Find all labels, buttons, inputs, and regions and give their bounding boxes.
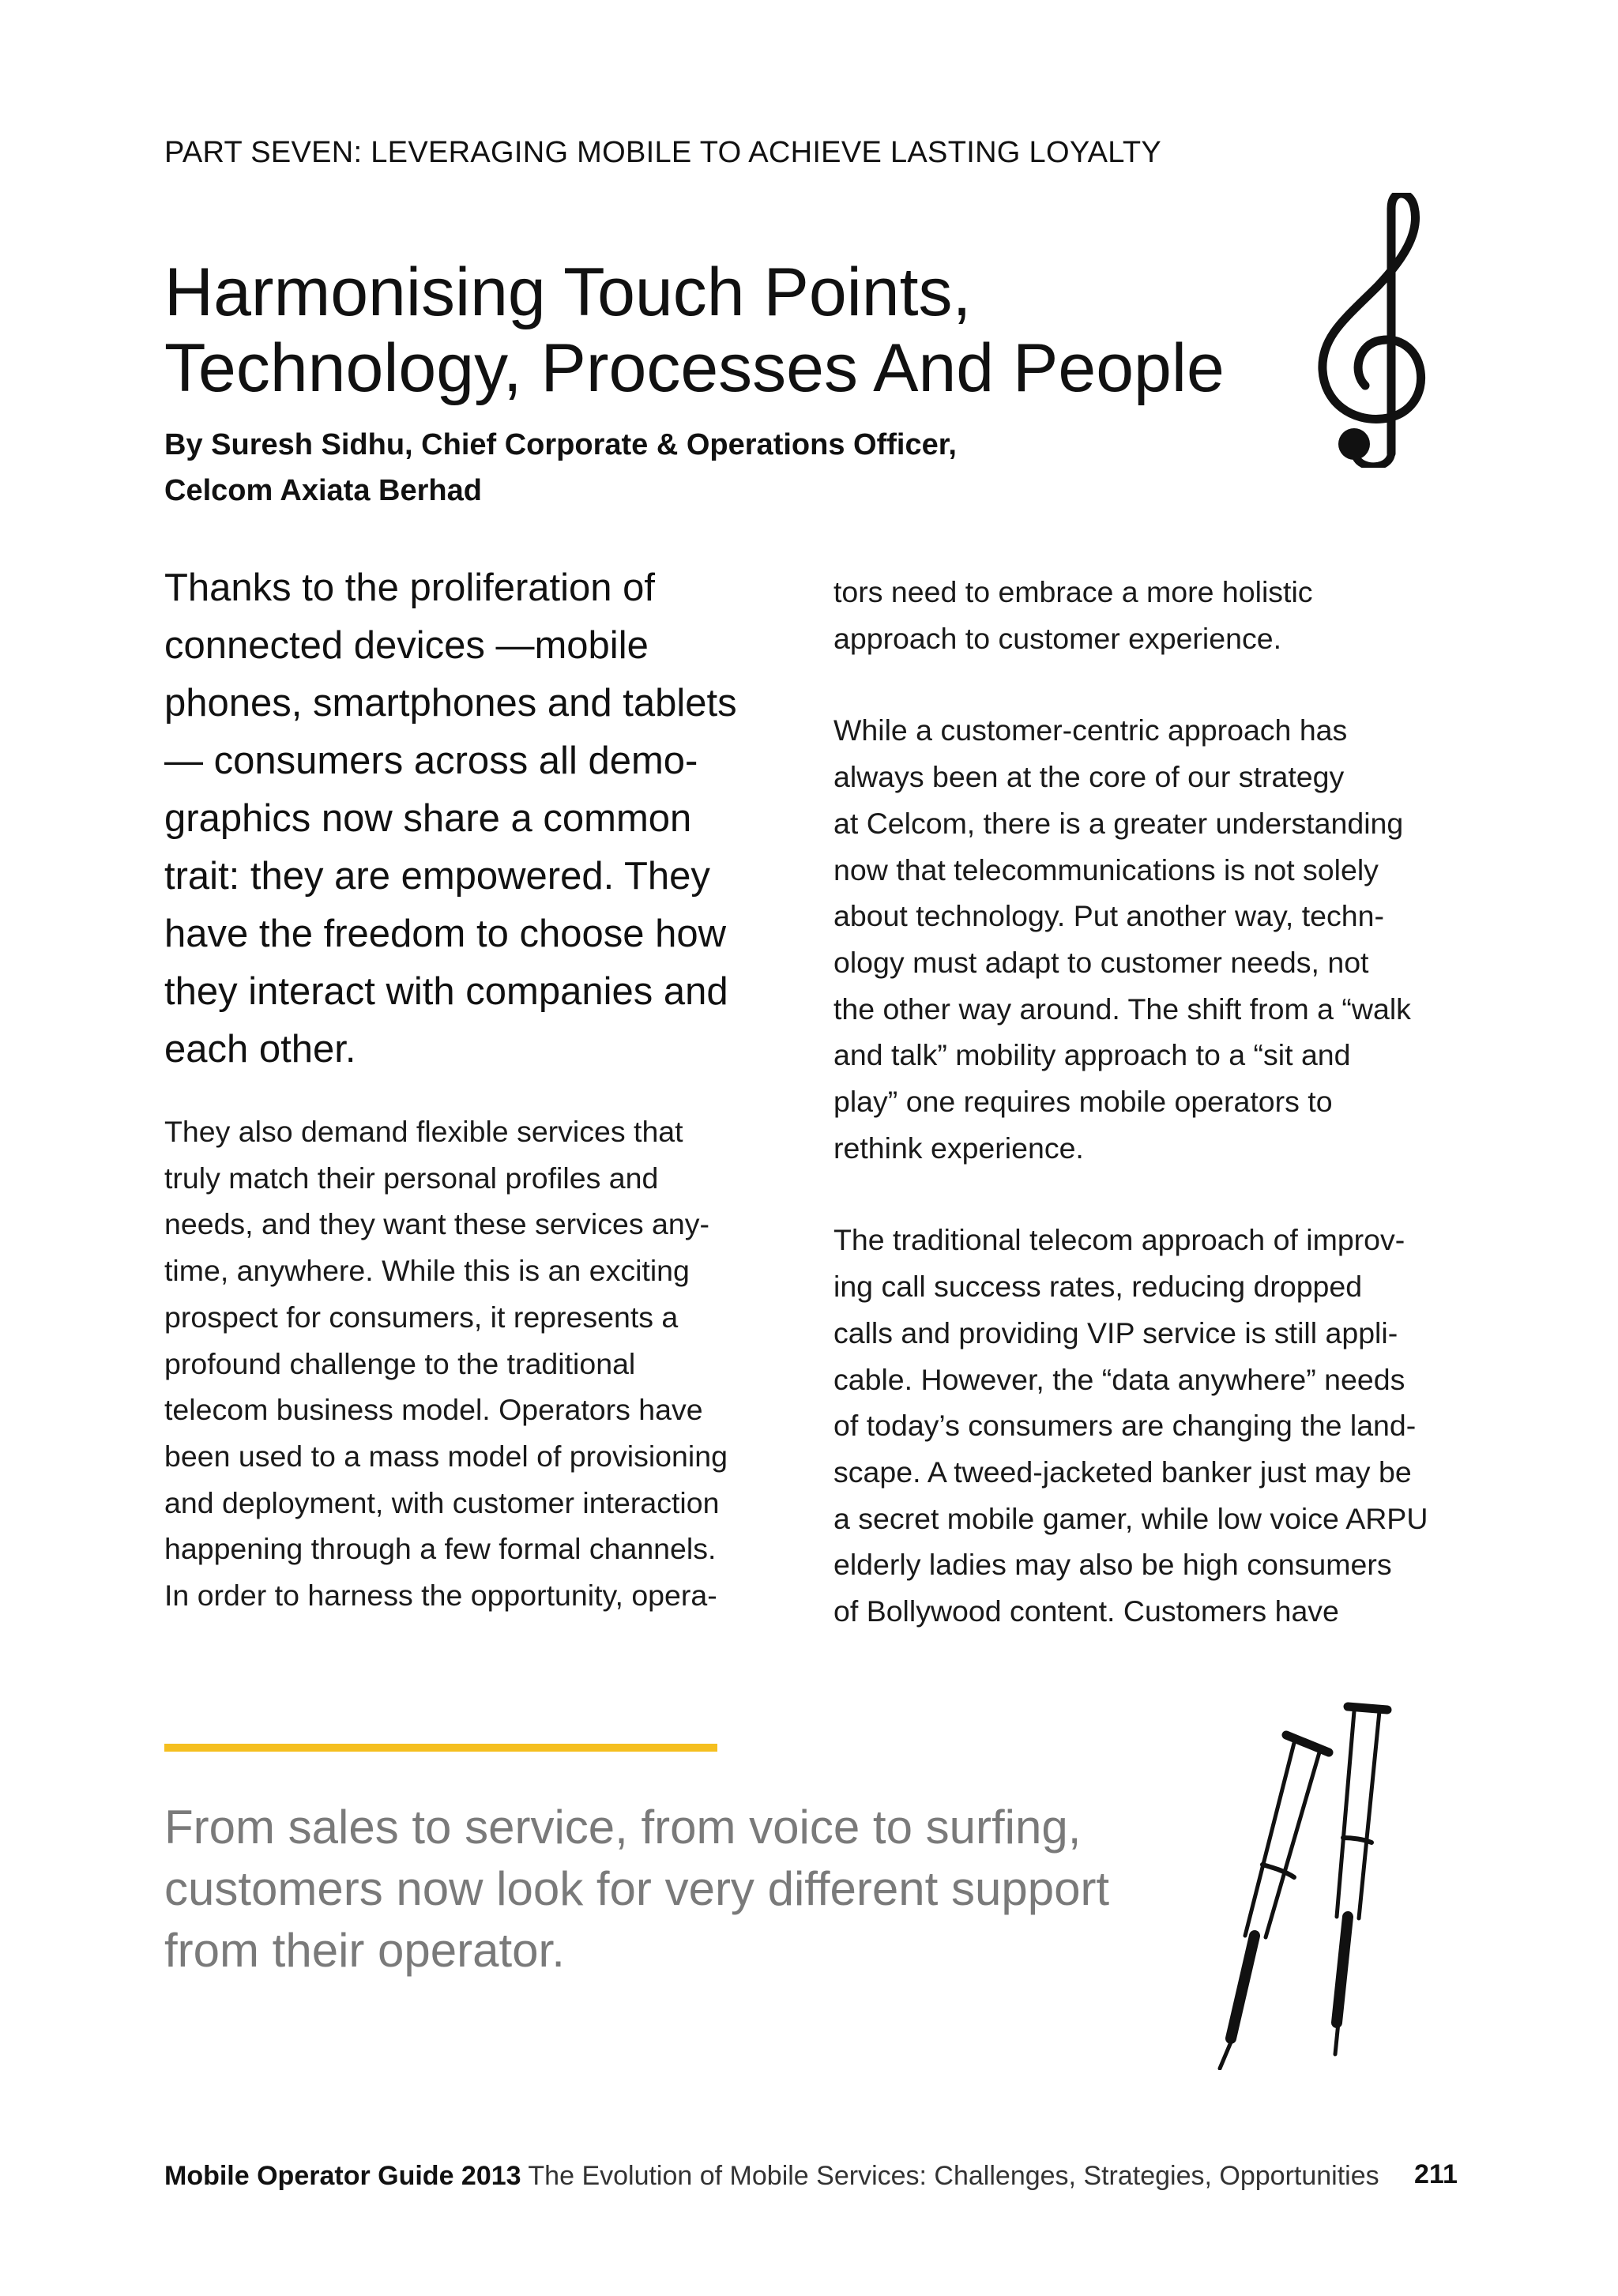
- text-line: a secret mobile gamer, while low voice ARPU: [833, 1501, 1428, 1535]
- pull-quote-line: from their operator.: [164, 1924, 565, 1977]
- text-line: graphics now share a common: [164, 797, 692, 840]
- text-line: happening through a few formal channels.: [164, 1532, 717, 1566]
- left-column: [164, 559, 788, 1619]
- byline-line: By Suresh Sidhu, Chief Corporate & Operations Officer,: [164, 428, 957, 461]
- text-line: at Celcom, there is a greater understanding: [833, 806, 1404, 840]
- text-line: prospect for consumers, it represents a: [164, 1300, 679, 1334]
- body-paragraph: [164, 1108, 788, 1619]
- text-line: elderly ladies may also be high consumers: [833, 1548, 1392, 1582]
- body-paragraph: [833, 569, 1466, 661]
- text-line: they interact with companies and: [164, 970, 728, 1013]
- text-line: always been at the core of our strategy: [833, 760, 1345, 794]
- text-line: tors need to embrace a more holistic: [833, 575, 1313, 608]
- text-line: scape. A tweed-jacketed banker just may be: [833, 1455, 1412, 1489]
- page-footer: [164, 2161, 1379, 2192]
- text-line: needs, and they want these services any-: [164, 1207, 709, 1241]
- section-label: PART SEVEN: LEVERAGING MOBILE TO ACHIEVE LASTING LOYALTY: [164, 136, 1162, 169]
- text-line: ology must adapt to customer needs, not: [833, 945, 1369, 979]
- text-line: profound challenge to the traditional: [164, 1346, 636, 1380]
- text-line: time, anywhere. While this is an exciting: [164, 1254, 690, 1288]
- text-line: and talk” mobility approach to a “sit and: [833, 1038, 1351, 1072]
- text-line: now that telecommunications is not solely: [833, 853, 1379, 886]
- footer-subtitle: The Evolution of Mobile Services: Challenges, Strategies, Opportunities: [528, 2161, 1379, 2191]
- crutches-icon: [1185, 1699, 1414, 2070]
- text-line: phones, smartphones and tablets: [164, 682, 737, 725]
- text-line: telecom business model. Operators have: [164, 1393, 703, 1427]
- text-line: Thanks to the proliferation of: [164, 566, 656, 609]
- text-line: trait: they are empowered. They: [164, 855, 710, 898]
- text-line: cable. However, the “data anywhere” needs: [833, 1362, 1405, 1396]
- lede-paragraph: [164, 559, 788, 1078]
- text-line: They also demand flexible services that: [164, 1115, 683, 1148]
- footer-publication: Mobile Operator Guide 2013: [164, 2161, 521, 2191]
- text-line: — consumers across all demo-: [164, 740, 698, 782]
- right-column: [833, 569, 1466, 1681]
- page-number: 211: [1414, 2159, 1458, 2189]
- text-line: approach to customer experience.: [833, 621, 1281, 655]
- text-line: each other.: [164, 1028, 356, 1071]
- text-line: of Bollywood content. Customers have: [833, 1594, 1339, 1628]
- text-line: about technology. Put another way, techn-: [833, 899, 1384, 933]
- text-line: have the freedom to choose how: [164, 913, 726, 955]
- text-line: been used to a mass model of provisioning: [164, 1439, 728, 1473]
- page-title: [164, 254, 1310, 406]
- text-line: calls and providing VIP service is still appli-: [833, 1315, 1398, 1349]
- body-paragraph: [833, 707, 1466, 1171]
- title-line: Technology, Processes And People: [164, 330, 1225, 406]
- text-line: The traditional telecom approach of improv-: [833, 1223, 1405, 1257]
- pull-quote: [164, 1797, 1191, 1982]
- pull-quote-rule: [164, 1744, 717, 1752]
- treble-clef-icon: [1313, 193, 1428, 468]
- text-line: play” one requires mobile operators to: [833, 1085, 1333, 1119]
- text-line: of today’s consumers are changing the land-: [833, 1409, 1417, 1443]
- text-line: the other way around. The shift from a “walk: [833, 992, 1411, 1026]
- text-line: While a customer-centric approach has: [833, 713, 1348, 747]
- pull-quote-line: customers now look for very different support: [164, 1862, 1110, 1915]
- text-line: In order to harness the opportunity, opera-: [164, 1579, 717, 1613]
- text-line: ing call success rates, reducing dropped: [833, 1270, 1363, 1304]
- text-line: truly match their personal profiles and: [164, 1161, 659, 1195]
- text-line: and deployment, with customer interaction: [164, 1485, 720, 1519]
- title-line: Harmonising Touch Points,: [164, 254, 972, 330]
- text-line: rethink experience.: [833, 1131, 1084, 1165]
- byline-line: Celcom Axiata Berhad: [164, 474, 482, 507]
- byline: [164, 422, 957, 514]
- body-paragraph: [833, 1217, 1466, 1634]
- pull-quote-line: From sales to service, from voice to surfing,: [164, 1801, 1082, 1854]
- text-line: connected devices —mobile: [164, 624, 649, 667]
